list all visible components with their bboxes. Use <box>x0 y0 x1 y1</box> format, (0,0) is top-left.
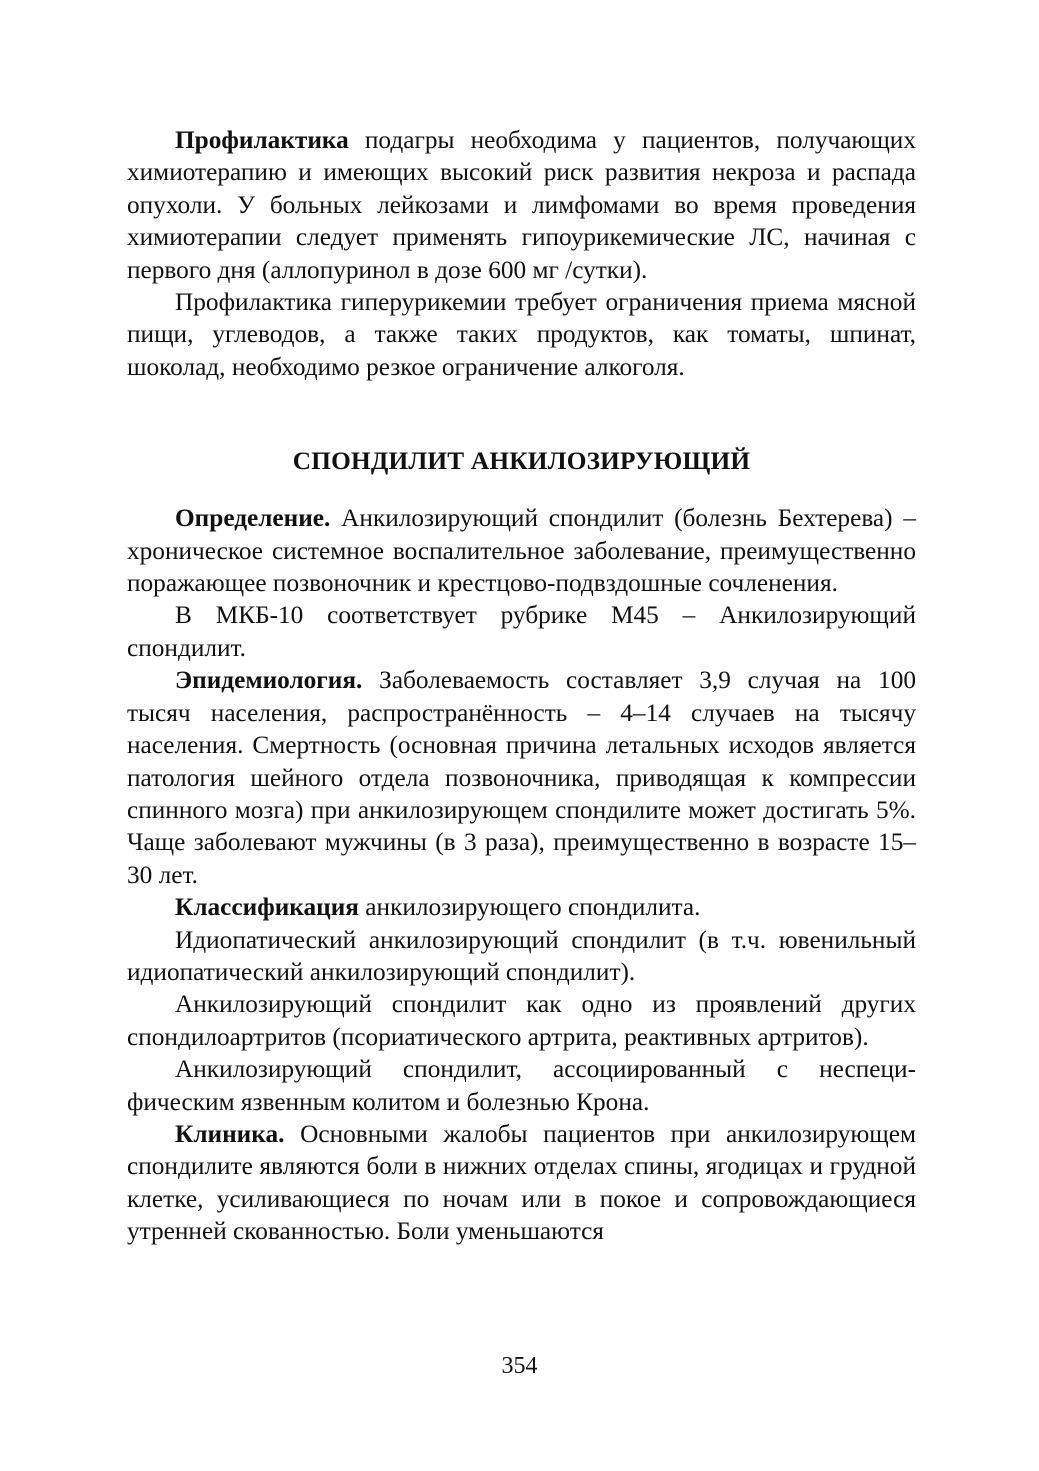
clinic-paragraph <box>127 1118 916 1248</box>
epidemiology-paragraph <box>127 664 916 891</box>
definition-text: Анкилозирующий спондилит (болезнь Бехтерева) – хроническое системное воспалительное заболевание, преимущественно поражающее позвоночник и крестцово-подвздошные сочленения. <box>127 504 916 598</box>
page-number: 354 <box>501 1353 538 1379</box>
epidemiology-text: Заболеваемость составляет 3,9 случая на 100 тысяч населения, распространённость – 4–14 случаев на тысячу населения. Смертность (основная причина летальных исходов является патология шейного отдела позвоночника, приводящая к компрессии спинного мозга) при анкилозирующем спондилите может достигать 5%. Чаще заболевают мужчины (в 3 раза), преимущественно в возрасте 15–30 лет. <box>127 666 916 889</box>
classification-lead: Классификация <box>175 893 359 922</box>
classification-text: анкилозирующего спондилита. <box>358 893 701 922</box>
clinic-lead: Клиника. <box>175 1119 285 1148</box>
spacer <box>127 477 916 502</box>
document-page <box>127 124 916 1248</box>
classification-item-2: Анкилозирующий спондилит как одно из проявлений других спондилоартритов (псориатического артрита, реактивных артритов). <box>127 990 916 1051</box>
prophylaxis-paragraph <box>127 124 916 286</box>
clinic-text: Основными жалобы пациентов при анкилозирующем спондилите являются боли в нижних отделах спины, ягодицах и грудной клетке, усиливающиеся по ночам или в покое и сопровождающиеся утренней скованностью. Боли уменьшаются <box>127 1119 916 1246</box>
classification-paragraph <box>127 891 916 923</box>
hyperuricemia-paragraph: Профилактика гиперурикемии требует ограничения приема мясной пищи, углеводов, а также таких продуктов, как томаты, шпинат, шоколад, необходимо резкое ограничение алкоголя. <box>127 288 916 381</box>
classification-item-3: Анкилозирующий спондилит, ассоциированный с неспецифическим язвенным колитом и болезнью Крона. <box>127 1055 916 1116</box>
icd-paragraph: В МКБ-10 соответствует рубрике М45 – Анкилозирующий спондилит. <box>127 601 916 662</box>
definition-paragraph <box>127 502 916 599</box>
epidemiology-lead: Эпидемиология. <box>175 666 363 695</box>
prophylaxis-lead: Профилактика <box>175 126 349 154</box>
spacer <box>127 383 916 445</box>
classification-item-1: Идиопатический анкилозирующий спондилит (в т.ч. ювенильный идиопатический анкилозирующий спондилит). <box>127 925 916 986</box>
prophylaxis-text: подагры необходима у пациентов, получающих химиотерапию и имеющих высокий риск развития некроза и распада опухоли. У больных лейкозами и лимфомами во время проведения химиотерапии следует применять гипоурикемические ЛС, начиная с первого дня (аллопуринол в дозе 600 мг /сутки). <box>127 126 916 284</box>
section-heading: СПОНДИЛИТ АНКИЛОЗИРУЮЩИЙ <box>292 447 751 476</box>
definition-lead: Определение. <box>175 504 331 533</box>
